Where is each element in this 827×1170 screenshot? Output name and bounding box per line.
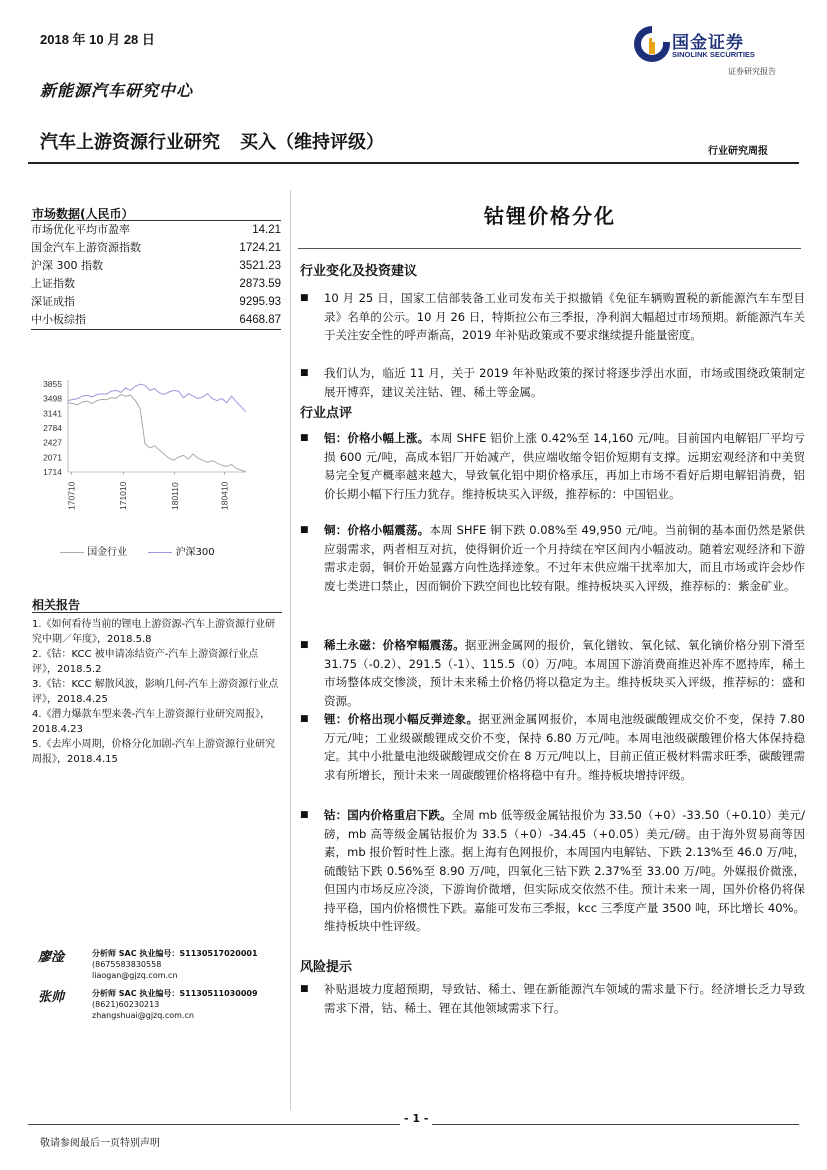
x-tick-label: 180410 bbox=[219, 481, 230, 510]
bullet-icon: ■ bbox=[300, 525, 309, 535]
legend-label-industry: 国金行业 bbox=[87, 547, 128, 558]
x-tick-label: 171010 bbox=[118, 481, 129, 510]
paragraph-text bbox=[324, 636, 805, 710]
bullet-icon: ■ bbox=[300, 433, 309, 443]
bullet-icon: ■ bbox=[300, 984, 309, 994]
market-value: 9295.93 bbox=[239, 296, 281, 308]
paragraph bbox=[300, 806, 805, 936]
paragraph bbox=[300, 289, 805, 345]
market-label: 中小板综指 bbox=[31, 313, 86, 326]
market-value: 14.21 bbox=[252, 224, 281, 236]
y-tick-label: 3141 bbox=[43, 408, 62, 419]
bullet-icon: ■ bbox=[300, 810, 309, 820]
analyst-phone: (8675583830558 bbox=[92, 960, 162, 969]
analyst-email[interactable]: liaogan@gjzq.com.cn bbox=[92, 971, 178, 980]
market-row bbox=[31, 221, 281, 239]
report-title-line bbox=[40, 128, 384, 154]
section-heading: 行业点评 bbox=[300, 406, 353, 421]
paragraph-text: 10 月 25 日，国家工信部装备工业司发布关于拟撤销《免征车辆购置税的新能源汽车车型目录》名单的公示。10 月 26 日，特斯拉公布三季报，净利润大幅超过市场预期。新能源汽车关于关注安全性的呼声渐高，2019 年补贴政策或不要求继续提升能量密度。 bbox=[324, 291, 805, 342]
paragraph-body: 本周 SHFE 铜下跌 0.08%至 49,950 元/吨。当前铜的基本面仍然是紧供应弱需求，两者相互对抗，使得铜价近一个月持续在窄区间内小幅波动。随着宏观经济和下游需求走弱，铜价开始显露方向性选择迹象。不过年末供应端干扰率加大，而且市场或许会炒作废七类进口禁止，因而铜价下跌空间也比较有限。维持板块买入评级，推荐标的：紫金矿业。 bbox=[324, 523, 805, 593]
paragraph-body: 据亚洲金属网报价，本周电池级碳酸锂成交价不变，保持 7.80 万元/吨；工业级碳酸锂成交价不变，保持 6.80 万元/吨。本周电池级碳酸锂价格大体保持稳定。其中小批量电池级碳酸锂成交价在 8 万元/吨以上，目前正值正极材料需求旺季，碳酸锂需求有所增长，预计未来一周碳酸锂价格将稳中有升。维持板块增持评级。 bbox=[324, 712, 806, 782]
market-value: 2873.59 bbox=[239, 278, 281, 290]
paragraph-text bbox=[324, 710, 805, 784]
bullet-icon: ■ bbox=[300, 368, 309, 378]
paragraph-lead: 铜：价格小幅震荡。 bbox=[324, 523, 430, 537]
analyst-card bbox=[32, 948, 287, 988]
paragraph-lead: 钴：国内价格重启下跌。 bbox=[324, 808, 452, 822]
section-heading: 风险提示 bbox=[300, 960, 353, 975]
bullet-icon: ■ bbox=[300, 640, 309, 650]
y-tick-label: 3855 bbox=[43, 379, 62, 389]
x-tick-label: 170710 bbox=[66, 481, 77, 510]
series-line-0 bbox=[68, 395, 246, 472]
paragraph bbox=[300, 710, 805, 784]
y-tick-label: 3498 bbox=[43, 393, 62, 404]
paragraph-body: 据亚洲金属网的报价，氧化镨钕、氧化铽、氧化镝价格分别下滑至 31.75（-0.2）、291.5（-1）、115.5（0）万/吨。本周国下游消费商推迟补库不愿持库，稀土市场整体成交惨淡，预计未来稀土价格仍将以稳定为主。维持板块买入评级，推荐标的：盛和资源。 bbox=[324, 638, 806, 708]
related-reports-title: 相关报告 bbox=[32, 598, 81, 612]
paragraph-text: 我们认为，临近 11 月，关于 2019 年补贴政策的探讨将逐步浮出水面，市场或围绕政策制定展开博弈，建议关注钴、锂、稀土等金属。 bbox=[324, 366, 805, 399]
report-date: 2018 年 10 月 28 日 bbox=[40, 32, 155, 47]
paragraph-lead: 锂：价格出现小幅反弹迹象。 bbox=[324, 712, 479, 726]
market-row bbox=[31, 257, 281, 275]
market-label: 市场优化平均市盈率 bbox=[31, 223, 130, 236]
analyst-info bbox=[92, 948, 258, 981]
report-type: 行业研究周报 bbox=[708, 146, 768, 157]
legend-label-hs300: 沪深300 bbox=[175, 547, 215, 558]
section-heading: 行业变化及投资建议 bbox=[300, 264, 418, 279]
analyst-phone: (8621)60230213 bbox=[92, 1000, 160, 1009]
related-report-item[interactable]: 5.《去库小周期，价格分化加剧-汽车上游资源行业研究周报》，2018.4.15 bbox=[32, 739, 276, 765]
research-center-name: 新能源汽车研究中心 bbox=[40, 81, 194, 100]
market-data-title: 市场数据(人民币） bbox=[32, 207, 134, 221]
footer-disclaimer: 敬请参阅最后一页特别声明 bbox=[40, 1138, 160, 1149]
y-tick-label: 2784 bbox=[43, 423, 62, 434]
rating: 买入（维持评级） bbox=[240, 132, 384, 153]
paragraph bbox=[300, 429, 805, 503]
legend-swatch-hs300 bbox=[148, 552, 172, 553]
analyst-name: 张帅 bbox=[38, 990, 65, 1005]
related-report-item[interactable]: 1.《如何看待当前的锂电上游资源-汽车上游资源行业研究中期／年度》，2018.5.8 bbox=[32, 619, 276, 645]
market-row bbox=[31, 275, 281, 293]
paragraph-body: 本周 SHFE 铝价上涨 0.42%至 14,160 元/吨。目前国内电解铝厂平均亏损 600 元/吨，高成本铝厂开始减产，供应端收缩令铝价短期有支撑。远期宏观经济和中美贸易完全复产概率越来越大，导致氧化铝中期价格承压，再加上市场不看好后期电解铝消费，铝价长期小幅下行压力犹存。维持板块买入评级，推荐标的：中国铝业。 bbox=[324, 431, 805, 501]
chart-legend bbox=[60, 543, 215, 558]
paragraph bbox=[300, 636, 805, 710]
paragraph-lead: 铝：价格小幅上涨。 bbox=[324, 431, 430, 445]
market-label: 沪深 300 指数 bbox=[31, 259, 103, 272]
column-divider bbox=[290, 190, 291, 1110]
series-line-1 bbox=[68, 384, 246, 412]
paragraph-text bbox=[324, 806, 805, 936]
analyst-card bbox=[32, 988, 287, 1028]
paragraph bbox=[300, 521, 805, 595]
market-label: 上证指数 bbox=[31, 277, 75, 290]
market-value: 6468.87 bbox=[239, 314, 281, 326]
main-title-rule bbox=[298, 248, 801, 249]
analyst-sac: 分析师 SAC 执业编号：S1130517020001 bbox=[92, 949, 258, 958]
market-value: 3521.23 bbox=[239, 260, 281, 272]
market-label: 国金汽车上游资源指数 bbox=[31, 241, 141, 254]
x-tick-label: 180110 bbox=[169, 482, 180, 510]
logo-text-en: SINOLINK SECURITIES bbox=[672, 50, 755, 59]
paragraph-lead: 稀土永磁：价格窄幅震荡。 bbox=[324, 638, 465, 652]
header-divider bbox=[28, 162, 799, 164]
logo-subtitle: 证券研究报告 bbox=[728, 67, 776, 76]
related-report-item[interactable]: 4.《潜力爆款车型来袭-汽车上游资源行业研究周报》，2018.4.23 bbox=[32, 709, 271, 735]
analyst-sac: 分析师 SAC 执业编号：S1130511030009 bbox=[92, 989, 258, 998]
bullet-icon: ■ bbox=[300, 714, 309, 724]
main-title: 钴锂价格分化 bbox=[484, 204, 616, 228]
market-row bbox=[31, 239, 281, 257]
page-number: - 1 - bbox=[400, 1112, 432, 1125]
y-tick-label: 2427 bbox=[43, 437, 62, 448]
paragraph-text bbox=[324, 429, 805, 503]
paragraph bbox=[300, 364, 805, 401]
legend-swatch-industry bbox=[60, 552, 84, 553]
paragraph-text bbox=[324, 521, 805, 595]
y-tick-label: 1714 bbox=[43, 467, 62, 477]
logo-text-cn: 国金证券 bbox=[672, 33, 744, 53]
logo-icon bbox=[632, 24, 672, 64]
paragraph-text: 补贴退坡力度超预期，导致钴、稀土、锂在新能源汽车领域的需求量下行。经济增长乏力导致需求下滑，钴、稀土、锂在其他领域需求下行。 bbox=[324, 982, 805, 1015]
paragraph bbox=[300, 980, 805, 1017]
paragraph-body: 全周 mb 低等级金属钴报价为 33.50（+0）-33.50（+0.10）美元/磅，mb 高等级金属钴报价为 33.5（+0）-34.45（+0.05）美元/磅。由于海外贸易商等因素，mb 报价暂时性上涨。据上海有色网报价，本周国内电解钴、下跌 2.13%至 46.0 万/吨，硫酸钴下跌 0.56%至 8.90 万/吨，四氧化三钴下跌 2.37%至 33.00 万/吨。外媒报价微涨，但国内市场反应冷淡，下游询价微增，但实际成交依然不佳。预计未来一周，国外价格仍将保持平稳，国内价格惯性下跌。嘉能可发布三季报，kcc 三季度产量 3500 吨，环比增长 40%。维持板块中性评级。 bbox=[324, 808, 806, 933]
related-reports-list bbox=[32, 612, 282, 767]
index-line-chart bbox=[28, 372, 286, 572]
market-data-table bbox=[31, 220, 281, 330]
market-label: 深证成指 bbox=[31, 295, 75, 308]
related-report-item[interactable]: 2.《钴：KCC 被申请冻结资产-汽车上游资源行业点评》，2018.5.2 bbox=[32, 649, 259, 675]
related-report-item[interactable]: 3.《钴：KCC 解散风波，影响几何-汽车上游资源行业点评》，2018.4.25 bbox=[32, 679, 279, 705]
market-row bbox=[31, 311, 281, 329]
analyst-email[interactable]: zhangshuai@gjzq.com.cn bbox=[92, 1011, 194, 1020]
bullet-icon: ■ bbox=[300, 293, 309, 303]
analyst-info bbox=[92, 988, 258, 1021]
analyst-name: 廖淦 bbox=[38, 950, 65, 965]
market-value: 1724.21 bbox=[239, 242, 281, 254]
y-tick-label: 2071 bbox=[43, 452, 62, 463]
market-row bbox=[31, 293, 281, 311]
report-title: 汽车上游资源行业研究 bbox=[40, 132, 220, 153]
